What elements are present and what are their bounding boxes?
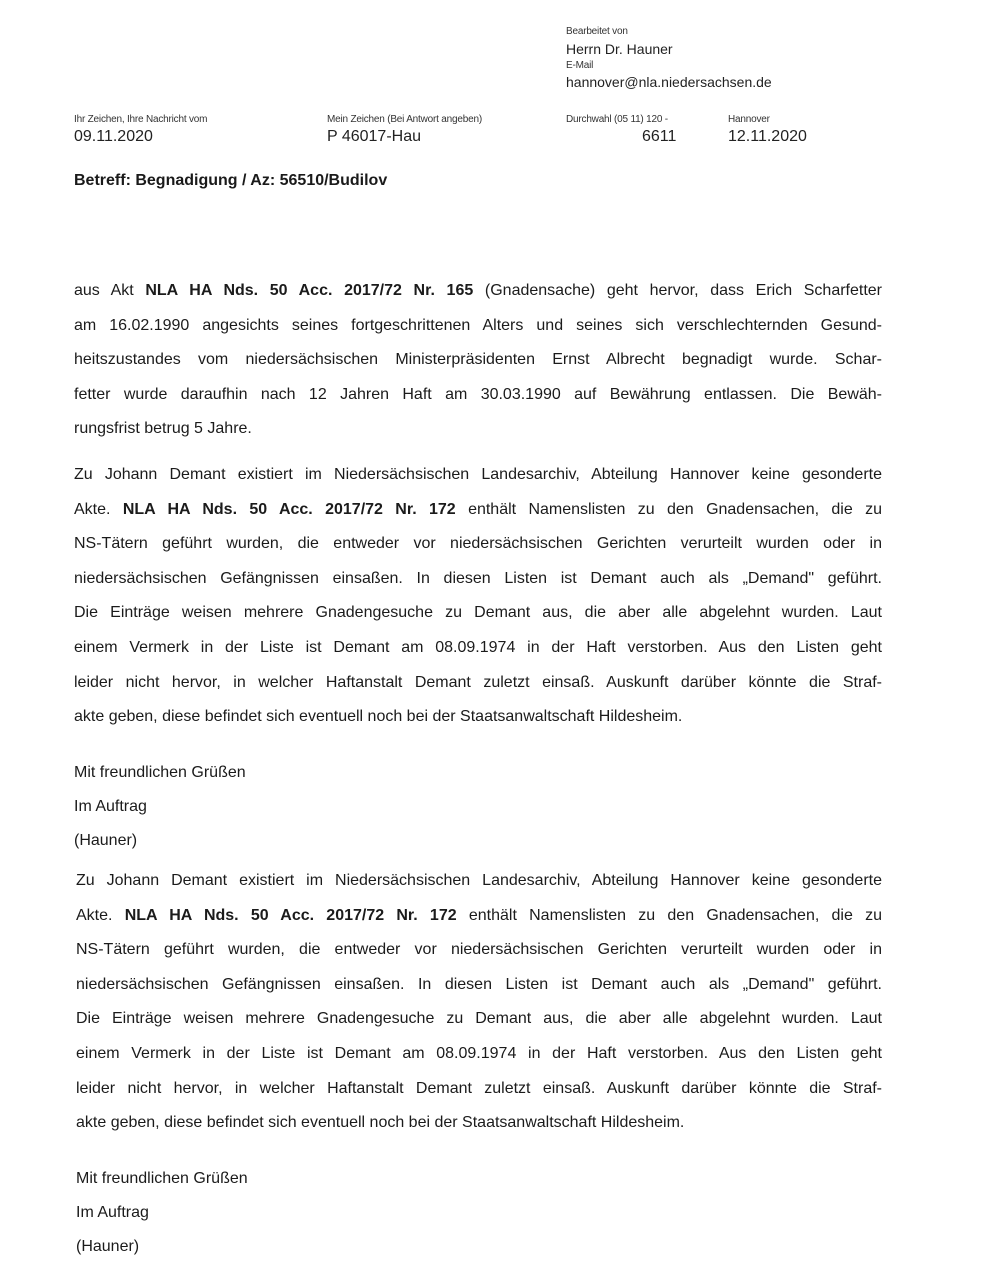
text-line: akte geben, diese befindet sich eventuell noch bei der Staatsanwaltschaft Hildesheim. [74, 708, 683, 726]
my-ref-label: Mein Zeichen (Bei Antwort angeben) [327, 114, 482, 125]
file-reference: NLA HA Nds. 50 Acc. 2017/72 Nr. 172 [122, 500, 456, 518]
text-line: am 16.02.1990 angesichts seines fortgeschrittenen Alters und seines sich verschlechternden Gesund- [74, 316, 882, 334]
paragraph-demant-repeat [76, 864, 882, 1141]
your-ref-label: Ihr Zeichen, Ihre Nachricht vom [74, 114, 208, 125]
text-fragment: (Gnadensache) geht hervor, dass Erich Scharfetter [473, 282, 883, 299]
text-fragment: enthält Namenslisten zu den Gnadensachen, die zu [456, 906, 882, 924]
my-ref-value: P 46017-Hau [327, 128, 421, 145]
greeting: Mit freundlichen Grüßen [76, 1170, 248, 1187]
text-line [74, 493, 882, 528]
text-fragment: enthält Namenslisten zu den Gnadensachen, die zu [455, 500, 883, 518]
signatory-name: (Hauner) [74, 832, 138, 849]
closing-block [74, 756, 246, 858]
text-line: einem Vermerk in der Liste ist Demant am 08.09.1974 in der Haft verstorben. Aus den Listen geht [74, 638, 882, 656]
subject-line: Betreff: Begnadigung / Az: 56510/Budilov [74, 172, 388, 189]
text-line: rungsfrist betrug 5 Jahre. [74, 420, 252, 438]
handled-by-label: Bearbeitet von [566, 26, 628, 37]
text-fragment: aus Akt [74, 282, 146, 299]
text-line: leider nicht hervor, in welcher Haftanstalt Demant zuletzt einsaß. Auskunft darüber könnte die Straf- [76, 1079, 882, 1097]
letter-date: 12.11.2020 [728, 128, 807, 145]
on-behalf: Im Auftrag [76, 1204, 149, 1221]
text-fragment: Akte. [74, 500, 123, 518]
text-fragment: Akte. [76, 906, 125, 924]
email-label: E-Mail [566, 60, 594, 71]
extension-label: Durchwahl (05 11) 120 - [566, 114, 668, 125]
text-line [76, 899, 882, 934]
text-line: Die Einträge weisen mehrere Gnadengesuche zu Demant aus, die aber alle abgelehnt wurden. Laut [76, 1010, 882, 1028]
file-reference: NLA HA Nds. 50 Acc. 2017/72 Nr. 165 [145, 282, 474, 299]
text-line [74, 274, 882, 309]
text-line: niedersächsischen Gefängnissen einsaßen. In diesen Listen ist Demant auch als „Demand" geführt. [74, 569, 882, 587]
text-line: einem Vermerk in der Liste ist Demant am 08.09.1974 in der Haft verstorben. Aus den Listen geht [76, 1044, 882, 1062]
paragraph-demant [74, 458, 882, 735]
text-line: fetter wurde daraufhin nach 12 Jahren Haft am 30.03.1990 auf Bewährung entlassen. Die Bewäh- [74, 385, 882, 403]
text-line: Zu Johann Demant existiert im Niedersächsischen Landesarchiv, Abteilung Hannover keine gesonderte [74, 466, 882, 483]
place-label: Hannover [728, 114, 770, 125]
handled-by-name: Herrn Dr. Hauner [566, 41, 673, 57]
greeting: Mit freundlichen Grüßen [74, 764, 246, 781]
file-reference: NLA HA Nds. 50 Acc. 2017/72 Nr. 172 [124, 906, 457, 924]
signatory-name: (Hauner) [76, 1238, 140, 1255]
text-line: NS-Tätern geführt wurden, die entweder vor niedersächsischen Gerichten verurteilt wurden oder in [76, 941, 882, 959]
closing-block-repeat [76, 1162, 248, 1264]
your-ref-value: 09.11.2020 [74, 128, 153, 145]
text-line: Zu Johann Demant existiert im Niedersächsischen Landesarchiv, Abteilung Hannover keine gesonderte [76, 872, 882, 889]
text-line: akte geben, diese befindet sich eventuell noch bei der Staatsanwaltschaft Hildesheim. [76, 1114, 685, 1132]
paragraph-scharfetter [74, 274, 882, 447]
on-behalf: Im Auftrag [74, 798, 147, 815]
text-line: Die Einträge weisen mehrere Gnadengesuche zu Demant aus, die aber alle abgelehnt wurden. Laut [74, 604, 882, 622]
text-line: heitszustandes vom niedersächsischen Ministerpräsidenten Ernst Albrecht begnadigt wurde. Schar- [74, 351, 882, 369]
email-address: hannover@nla.niedersachsen.de [566, 74, 772, 90]
extension-value: 6611 [642, 128, 677, 145]
text-line: leider nicht hervor, in welcher Haftanstalt Demant zuletzt einsaß. Auskunft darüber könnte die Straf- [74, 673, 882, 691]
text-line: niedersächsischen Gefängnissen einsaßen. In diesen Listen ist Demant auch als „Demand" geführt. [76, 975, 882, 993]
text-line: NS-Tätern geführt wurden, die entweder vor niedersächsischen Gerichten verurteilt wurden oder in [74, 535, 882, 553]
